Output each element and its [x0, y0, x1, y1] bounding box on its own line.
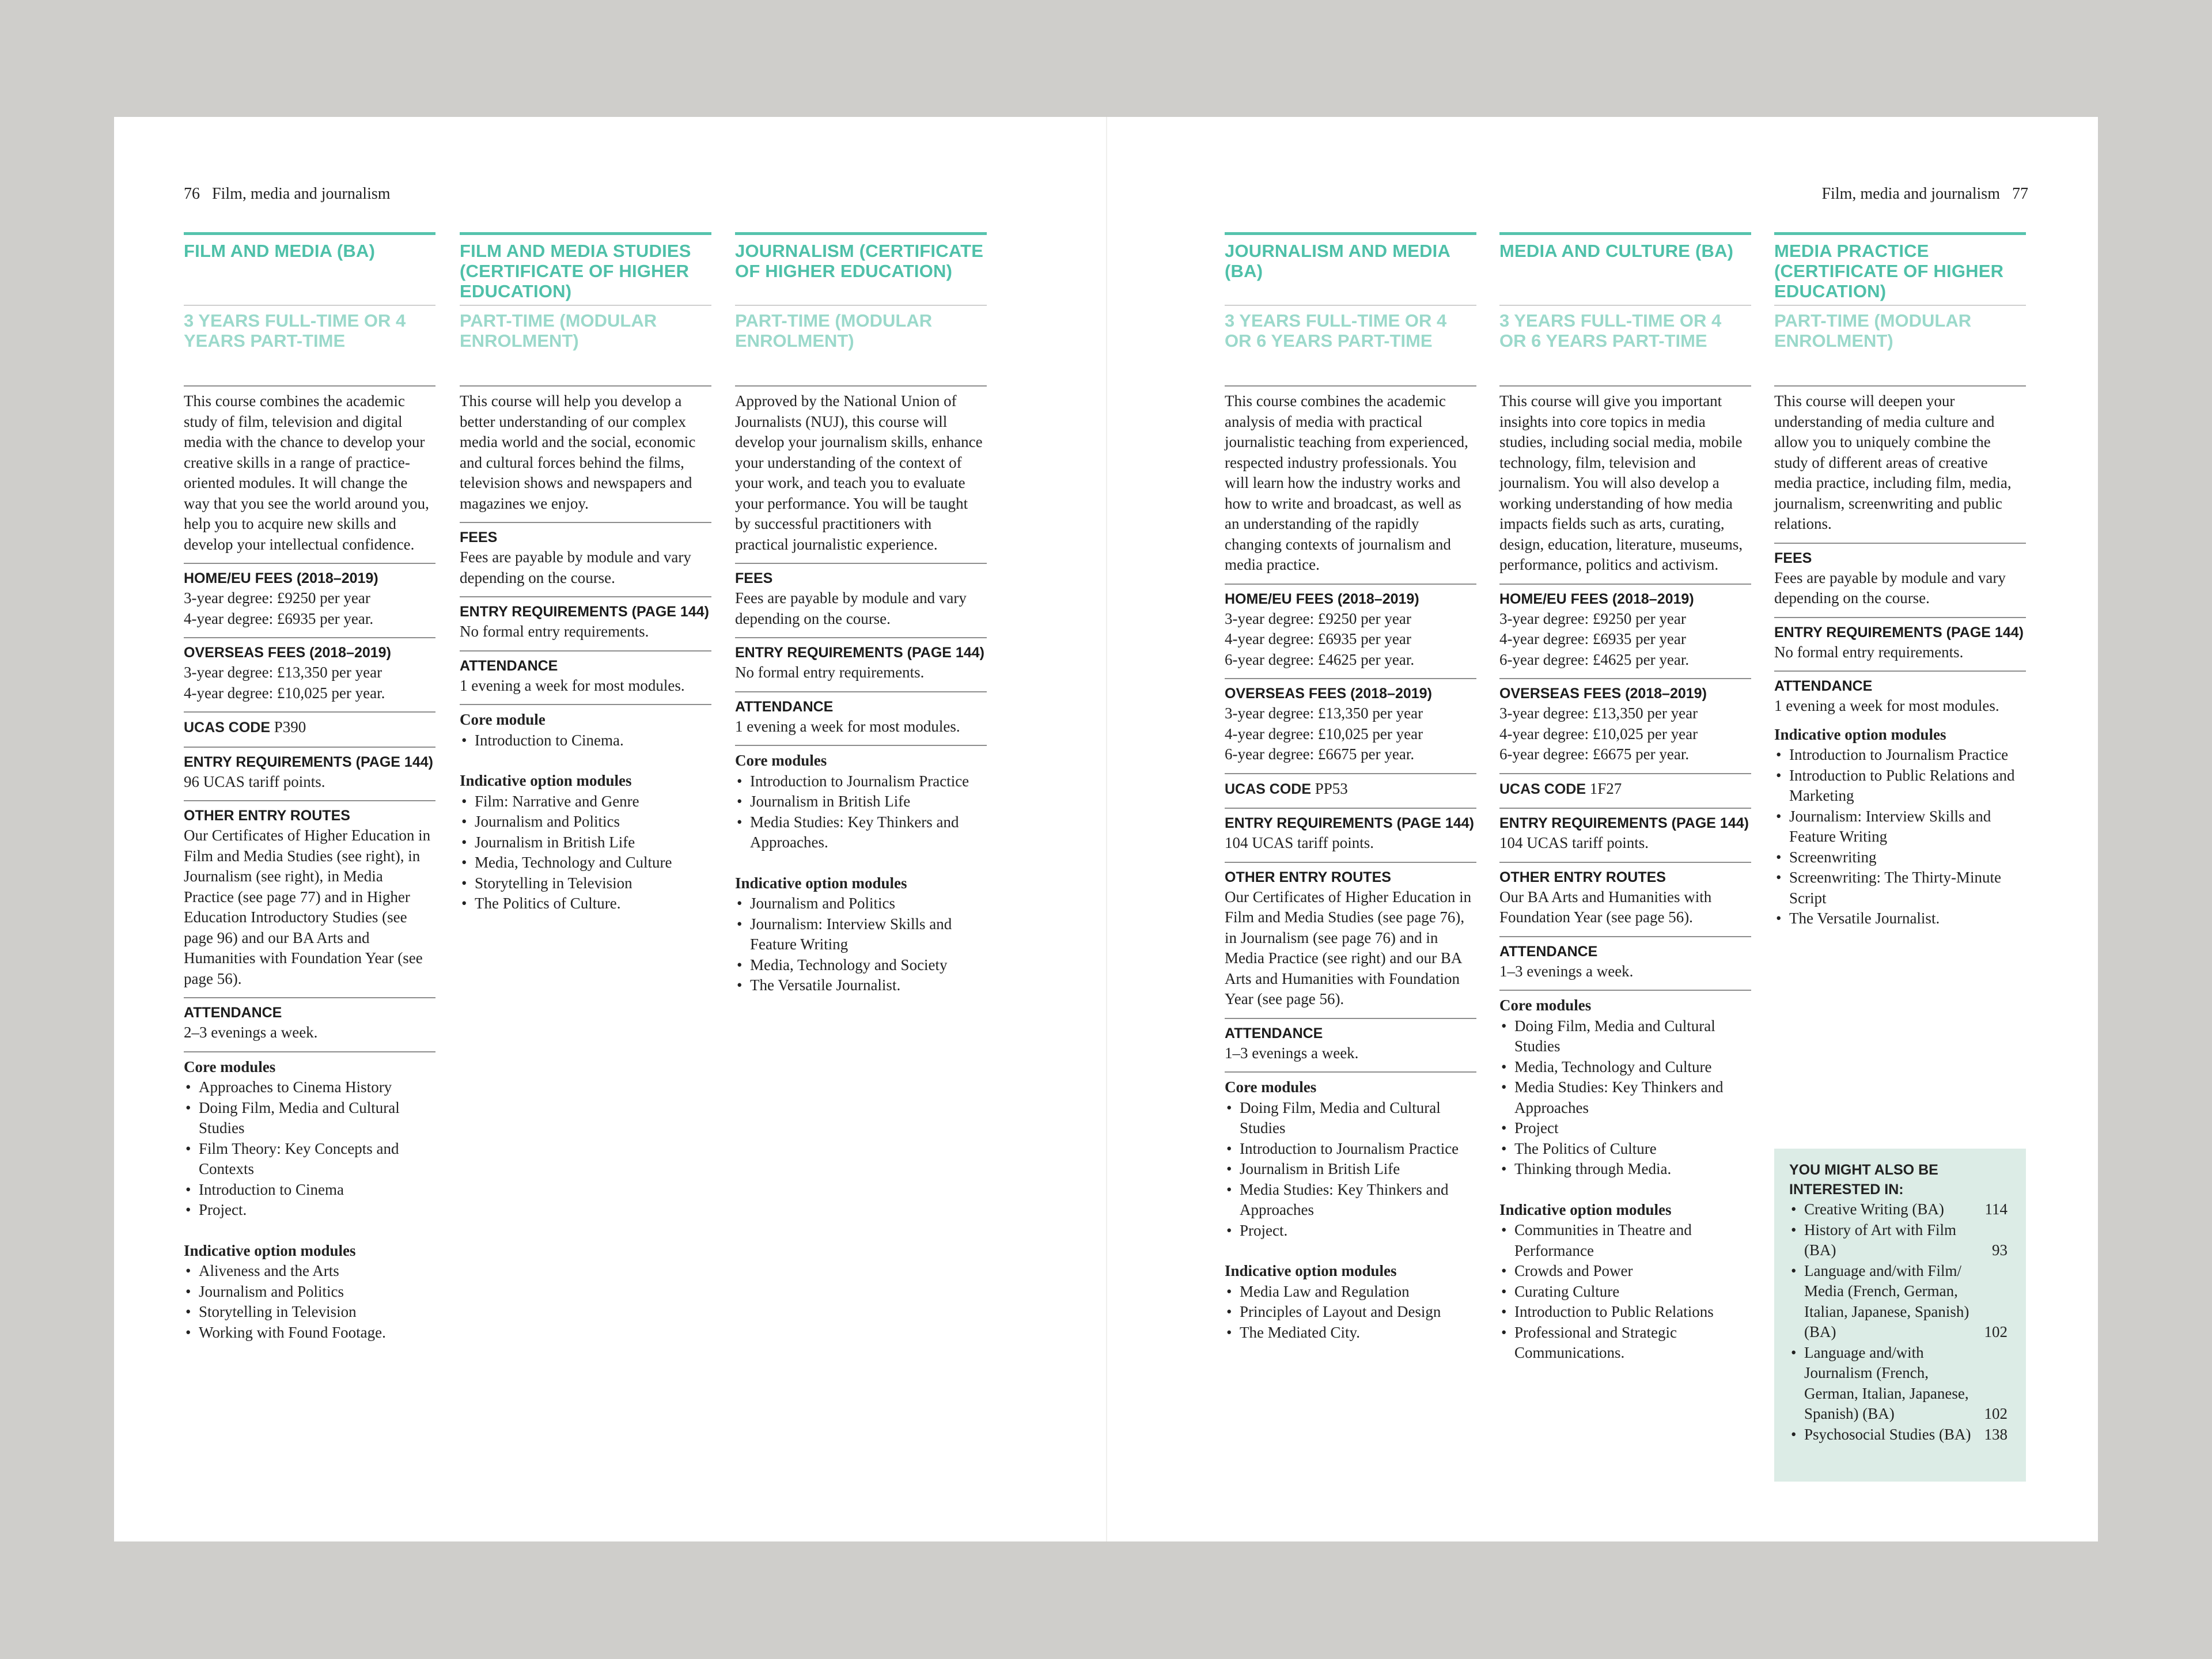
fees-text: Fees are payable by module and vary depending on the course. — [735, 589, 967, 627]
home-fees — [1225, 584, 1476, 679]
list-item: • Introduction to Cinema. — [460, 730, 711, 751]
ucas-code — [1499, 773, 1751, 808]
core-modules-list — [1225, 1098, 1476, 1241]
entry-heading: ENTRY REQUIREMENTS (PAGE 144) — [1225, 815, 1474, 831]
course-mode: PART-TIME (MODULAR ENROLMENT) — [735, 305, 987, 385]
attendance — [735, 691, 987, 745]
list-item: • Media, Technology and Society — [735, 955, 987, 976]
list-item: • Screenwriting: The Thirty-Minute Script — [1774, 868, 2026, 908]
list-item: • Screenwriting — [1774, 847, 2026, 868]
home-fees-heading: HOME/EU FEES (2018–2019) — [1225, 590, 1419, 607]
course-intro — [1225, 385, 1476, 584]
attendance-heading: ATTENDANCE — [1774, 678, 1873, 694]
brochure-spread — [114, 117, 2098, 1541]
course-intro — [735, 385, 987, 563]
ucas-code-label: UCAS CODE — [1499, 781, 1586, 797]
course-intro — [184, 385, 435, 563]
list-item: • Communities in Theatre and Performance — [1499, 1220, 1751, 1261]
core-modules-heading: Core modules — [184, 1058, 276, 1075]
course-title: MEDIA AND CULTURE (BA) — [1499, 232, 1751, 305]
list-item: • Media Studies: Key Thinkers and Approaches. — [735, 812, 987, 853]
entry-heading: ENTRY REQUIREMENTS (PAGE 144) — [1774, 624, 2024, 641]
list-item: • Working with Found Footage. — [184, 1323, 435, 1343]
fee-line: 3-year degree: £13,350 per year — [1225, 704, 1423, 722]
list-item: • The Versatile Journalist. — [1774, 908, 2026, 929]
fee-line: 4-year degree: £6935 per year — [1225, 630, 1411, 647]
list-item: • Thinking through Media. — [1499, 1159, 1751, 1180]
list-item: • Media Studies: Key Thinkers and Approaches — [1499, 1077, 1751, 1118]
intro-text: This course combines the academic analysis of media with practical journalistic teaching from experienced, respected industry professionals. You will learn how the industry works and how to write and broadcast, as well as an understanding of the rapidly changing contexts of journalism and media practice. — [1225, 392, 1468, 573]
ucas-code-label: UCAS CODE — [184, 719, 271, 736]
related-item-label: Language and/with Journalism (French, German, Italian, Japanese, Spanish) (BA) — [1804, 1343, 1969, 1422]
option-modules-list — [1499, 1220, 1751, 1363]
course-title: JOURNALISM (CERTIFICATE OF HIGHER EDUCATION) — [735, 232, 987, 305]
fee-line: 3-year degree: £13,350 per year — [184, 664, 382, 681]
overseas-fees-heading: OVERSEAS FEES (2018–2019) — [184, 645, 391, 661]
course-title: FILM AND MEDIA STUDIES (CERTIFICATE OF HIGHER EDUCATION) — [460, 232, 711, 305]
entry-requirements — [1225, 808, 1476, 862]
course-media-and-culture-ba — [1499, 232, 1751, 1372]
course-media-practice-cert — [1774, 232, 2026, 937]
running-head: Film, media and journalism — [1821, 185, 2000, 203]
list-item: • Media, Technology and Culture — [460, 853, 711, 873]
list-item: • The Politics of Culture — [1499, 1139, 1751, 1160]
core-modules-heading: Core modules — [735, 752, 827, 769]
option-modules-list — [735, 893, 987, 996]
ucas-code-value: P390 — [274, 718, 306, 736]
entry-requirements — [1774, 617, 2026, 671]
overseas-fees-heading: OVERSEAS FEES (2018–2019) — [1499, 685, 1707, 702]
modules — [460, 704, 711, 922]
attendance — [184, 997, 435, 1051]
page-number: 77 — [2012, 185, 2028, 203]
page-number: 76 — [184, 185, 200, 203]
entry-requirements — [460, 596, 711, 650]
related-item-page: 93 — [1992, 1241, 2008, 1259]
modules — [184, 1051, 435, 1351]
overseas-fees-heading: OVERSEAS FEES (2018–2019) — [1225, 685, 1432, 702]
option-modules-heading: Indicative option modules — [1499, 1200, 1672, 1218]
related-item-page: 114 — [1984, 1200, 2008, 1218]
course-title: MEDIA PRACTICE (CERTIFICATE OF HIGHER EDUCATION) — [1774, 232, 2026, 305]
fees — [1774, 543, 2026, 617]
fee-line: 3-year degree: £9250 per year — [184, 589, 370, 607]
other-routes-text: Our Certificates of Higher Education in Film and Media Studies (see page 76), in Journalism (see page 76) and in Media Practice (see right) and our BA Arts and Humanities with Foundation Year (see page 56). — [1225, 888, 1472, 1007]
other-entry-routes — [184, 800, 435, 997]
option-modules-heading: Indicative option modules — [735, 874, 907, 892]
list-item: • Introduction to Journalism Practice — [735, 771, 987, 792]
list-item: • Journalism and Politics — [184, 1282, 435, 1302]
entry-text: No formal entry requirements. — [735, 664, 925, 681]
list-item: • Project. — [1225, 1221, 1476, 1241]
fee-line: 6-year degree: £6675 per year. — [1225, 745, 1415, 763]
entry-text: 104 UCAS tariff points. — [1225, 834, 1374, 851]
attendance-text: 1 evening a week for most modules. — [1774, 697, 1999, 714]
list-item: • The Politics of Culture. — [460, 893, 711, 914]
core-modules-heading: Core modules — [1225, 1078, 1317, 1096]
related-list — [1789, 1199, 2008, 1445]
intro-text: This course will help you develop a better understanding of our complex media world and the social, economic and cultural forces behind the films, television shows and newspapers and magazines we enjoy. — [460, 392, 696, 512]
list-item: • Journalism and Politics — [735, 893, 987, 914]
modules — [1225, 1071, 1476, 1351]
option-modules-list — [1225, 1282, 1476, 1343]
course-mode: 3 YEARS FULL-TIME OR 4 YEARS PART-TIME — [184, 305, 435, 385]
course-title: JOURNALISM AND MEDIA (BA) — [1225, 232, 1476, 305]
course-title: FILM AND MEDIA (BA) — [184, 232, 435, 305]
core-modules-heading: Core module — [460, 711, 546, 728]
list-item: • The Versatile Journalist. — [735, 975, 987, 996]
other-entry-routes — [1499, 862, 1751, 936]
entry-requirements — [1499, 808, 1751, 862]
course-intro — [1774, 385, 2026, 543]
fee-line: 4-year degree: £10,025 per year — [1499, 725, 1698, 743]
fee-line: 6-year degree: £4625 per year. — [1225, 650, 1415, 668]
other-routes-text: Our BA Arts and Humanities with Foundation Year (see page 56). — [1499, 888, 1712, 926]
list-item: • Introduction to Journalism Practice — [1225, 1139, 1476, 1160]
course-film-and-media-studies-cert — [460, 232, 711, 922]
option-modules-heading: Indicative option modules — [184, 1241, 356, 1259]
fee-line: 4-year degree: £10,025 per year — [1225, 725, 1423, 743]
overseas-fees — [184, 637, 435, 711]
option-modules-list — [184, 1261, 435, 1343]
ucas-code — [1225, 773, 1476, 808]
home-fees — [1499, 584, 1751, 679]
list-item: • Introduction to Public Relations and Marketing — [1774, 766, 2026, 806]
course-mode: 3 YEARS FULL-TIME OR 4 OR 6 YEARS PART-TIME — [1225, 305, 1476, 385]
related-heading: YOU MIGHT ALSO BE INTERESTED IN: — [1789, 1162, 1938, 1198]
list-item: • Media, Technology and Culture — [1499, 1057, 1751, 1078]
fees-text: Fees are payable by module and vary depending on the course. — [460, 548, 691, 586]
page-fold — [1106, 117, 1107, 1541]
fee-line: 3-year degree: £9250 per year — [1225, 609, 1411, 627]
attendance-heading: ATTENDANCE — [460, 657, 558, 674]
core-modules-list — [460, 730, 711, 751]
list-item: • Project — [1499, 1118, 1751, 1139]
fee-line: 4-year degree: £10,025 per year. — [184, 684, 385, 702]
course-mode: 3 YEARS FULL-TIME OR 4 OR 6 YEARS PART-TIME — [1499, 305, 1751, 385]
attendance-heading: ATTENDANCE — [1499, 943, 1598, 960]
core-modules-list — [184, 1077, 435, 1221]
other-routes-text: Our Certificates of Higher Education in Film and Media Studies (see right), in Journalism (see right), in Media Practice (see page 77) and in Higher Education Introductory Studies (see page 96) and our BA Arts and Humanities with Foundation Year (see page 56). — [184, 827, 431, 987]
related-item — [1789, 1343, 2008, 1425]
intro-text: This course will deepen your understanding of media culture and allow you to uniquely combine the study of different areas of creative media practice, including film, media, journalism, screenwriting and public relations. — [1774, 392, 2012, 532]
list-item: • Aliveness and the Arts — [184, 1261, 435, 1282]
attendance — [1225, 1018, 1476, 1072]
fee-line: 3-year degree: £13,350 per year — [1499, 704, 1698, 722]
fee-line: 4-year degree: £6935 per year. — [184, 609, 374, 627]
attendance-text: 2–3 evenings a week. — [184, 1024, 318, 1041]
list-item: • Journalism in British Life — [460, 832, 711, 853]
related-item-page: 102 — [1984, 1405, 2008, 1422]
attendance-heading: ATTENDANCE — [1225, 1025, 1323, 1041]
other-routes-heading: OTHER ENTRY ROUTES — [184, 808, 350, 824]
related-item-page: 138 — [1984, 1425, 2008, 1443]
related-item-label: Psychosocial Studies (BA) — [1804, 1425, 1971, 1443]
right-folio — [1821, 185, 2028, 203]
option-modules-heading: Indicative option modules — [1774, 725, 1946, 743]
intro-text: This course combines the academic study of film, television and digital media with the chance to develop your creative skills in a range of practice-oriented modules. It will change the way that you see the world around you, help you to acquire new skills and develop your intellectual confidence. — [184, 392, 429, 553]
related-item — [1789, 1261, 2008, 1343]
related-item — [1789, 1199, 2008, 1220]
entry-requirements — [184, 747, 435, 801]
list-item: • Professional and Strategic Communications. — [1499, 1323, 1751, 1363]
list-item: • Storytelling in Television — [460, 873, 711, 894]
list-item: • Film Theory: Key Concepts and Contexts — [184, 1139, 435, 1180]
attendance-text: 1 evening a week for most modules. — [460, 676, 685, 694]
list-item: • Project. — [184, 1200, 435, 1221]
related-courses-box — [1774, 1149, 2026, 1482]
home-fees-heading: HOME/EU FEES (2018–2019) — [184, 570, 378, 586]
list-item: • Crowds and Power — [1499, 1261, 1751, 1282]
list-item: • Storytelling in Television — [184, 1302, 435, 1323]
entry-text: No formal entry requirements. — [460, 623, 649, 640]
fees — [735, 563, 987, 637]
entry-text: 96 UCAS tariff points. — [184, 772, 325, 790]
modules — [1774, 725, 2026, 937]
ucas-code — [184, 711, 435, 747]
option-modules-heading: Indicative option modules — [460, 772, 632, 789]
other-entry-routes — [1225, 862, 1476, 1018]
ucas-code-label: UCAS CODE — [1225, 781, 1312, 797]
list-item: • Journalism: Interview Skills and Feature Writing — [1774, 806, 2026, 847]
other-routes-heading: OTHER ENTRY ROUTES — [1225, 869, 1391, 885]
option-modules-heading: Indicative option modules — [1225, 1262, 1397, 1279]
list-item: • Doing Film, Media and Cultural Studies — [184, 1098, 435, 1139]
related-item — [1789, 1425, 2008, 1445]
other-routes-heading: OTHER ENTRY ROUTES — [1499, 869, 1666, 885]
list-item: • The Mediated City. — [1225, 1323, 1476, 1343]
fee-line: 4-year degree: £6935 per year — [1499, 630, 1686, 647]
fee-line: 6-year degree: £4625 per year. — [1499, 650, 1690, 668]
list-item: • Journalism in British Life — [1225, 1159, 1476, 1180]
option-modules-list — [460, 791, 711, 914]
list-item: • Media Law and Regulation — [1225, 1282, 1476, 1302]
attendance-heading: ATTENDANCE — [184, 1005, 282, 1021]
list-item: • Journalism and Politics — [460, 812, 711, 832]
related-item-label: History of Art with Film (BA) — [1804, 1221, 1957, 1259]
list-item: • Doing Film, Media and Cultural Studies — [1499, 1016, 1751, 1057]
core-modules-list — [1499, 1016, 1751, 1180]
attendance-text: 1–3 evenings a week. — [1499, 962, 1634, 980]
entry-text: 104 UCAS tariff points. — [1499, 834, 1649, 851]
entry-heading: ENTRY REQUIREMENTS (PAGE 144) — [460, 604, 709, 620]
related-item-label: Creative Writing (BA) — [1804, 1200, 1944, 1218]
core-modules-list — [735, 771, 987, 853]
fees-heading: FEES — [735, 570, 773, 586]
option-modules-list — [1774, 745, 2026, 929]
attendance — [460, 650, 711, 704]
list-item: • Introduction to Cinema — [184, 1180, 435, 1200]
course-film-and-media-ba — [184, 232, 435, 1351]
attendance-heading: ATTENDANCE — [735, 698, 834, 715]
list-item: • Introduction to Public Relations — [1499, 1302, 1751, 1323]
home-fees — [184, 563, 435, 637]
list-item: • Approaches to Cinema History — [184, 1077, 435, 1098]
attendance — [1499, 936, 1751, 990]
fees-heading: FEES — [1774, 550, 1812, 566]
intro-text: Approved by the National Union of Journalists (NUJ), this course will develop your journalism skills, enhance your understanding of the context of your work, and teach you to evaluate your performance. You will be taught by successful practitioners with practical journalistic experience. — [735, 392, 983, 553]
running-head: Film, media and journalism — [212, 185, 391, 203]
intro-text: This course will give you important insights into core topics in media studies, including social media, mobile technology, film, television and journalism. You will also develop a working understanding of how media impacts fields such as arts, curating, design, education, literature, museums, performance, politics and activism. — [1499, 392, 1743, 573]
list-item: • Principles of Layout and Design — [1225, 1302, 1476, 1323]
course-journalism-cert — [735, 232, 987, 1004]
course-mode: PART-TIME (MODULAR ENROLMENT) — [460, 305, 711, 385]
fees-heading: FEES — [460, 529, 498, 546]
list-item: • Film: Narrative and Genre — [460, 791, 711, 812]
overseas-fees — [1225, 678, 1476, 773]
list-item: • Journalism: Interview Skills and Feature Writing — [735, 914, 987, 955]
course-journalism-and-media-ba — [1225, 232, 1476, 1351]
fees-text: Fees are payable by module and vary depending on the course. — [1774, 569, 2006, 607]
ucas-code-value: 1F27 — [1589, 779, 1622, 797]
list-item: • Media Studies: Key Thinkers and Approaches — [1225, 1180, 1476, 1221]
course-intro — [1499, 385, 1751, 584]
entry-heading: ENTRY REQUIREMENTS (PAGE 144) — [184, 753, 433, 770]
attendance — [1774, 671, 2026, 725]
fees — [460, 522, 711, 596]
attendance-text: 1 evening a week for most modules. — [735, 717, 960, 735]
home-fees-heading: HOME/EU FEES (2018–2019) — [1499, 590, 1694, 607]
modules — [735, 745, 987, 1004]
course-intro — [460, 385, 711, 522]
related-item — [1789, 1220, 2008, 1261]
related-item-page: 102 — [1984, 1323, 2008, 1340]
entry-requirements — [735, 637, 987, 691]
list-item: • Curating Culture — [1499, 1282, 1751, 1302]
ucas-code-value: PP53 — [1315, 779, 1348, 797]
core-modules-heading: Core modules — [1499, 997, 1592, 1014]
attendance-text: 1–3 evenings a week. — [1225, 1044, 1359, 1062]
list-item: • Doing Film, Media and Cultural Studies — [1225, 1098, 1476, 1139]
overseas-fees — [1499, 678, 1751, 773]
fee-line: 3-year degree: £9250 per year — [1499, 609, 1686, 627]
related-item-label: Language and/with Film/ Media (French, German, Italian, Japanese, Spanish) (BA) — [1804, 1262, 1969, 1340]
entry-heading: ENTRY REQUIREMENTS (PAGE 144) — [1499, 815, 1749, 831]
modules — [1499, 990, 1751, 1372]
entry-heading: ENTRY REQUIREMENTS (PAGE 144) — [735, 645, 984, 661]
fee-line: 6-year degree: £6675 per year. — [1499, 745, 1690, 763]
course-mode: PART-TIME (MODULAR ENROLMENT) — [1774, 305, 2026, 385]
list-item: • Journalism in British Life — [735, 791, 987, 812]
entry-text: No formal entry requirements. — [1774, 643, 1964, 661]
list-item: • Introduction to Journalism Practice — [1774, 745, 2026, 766]
left-folio — [184, 185, 391, 203]
